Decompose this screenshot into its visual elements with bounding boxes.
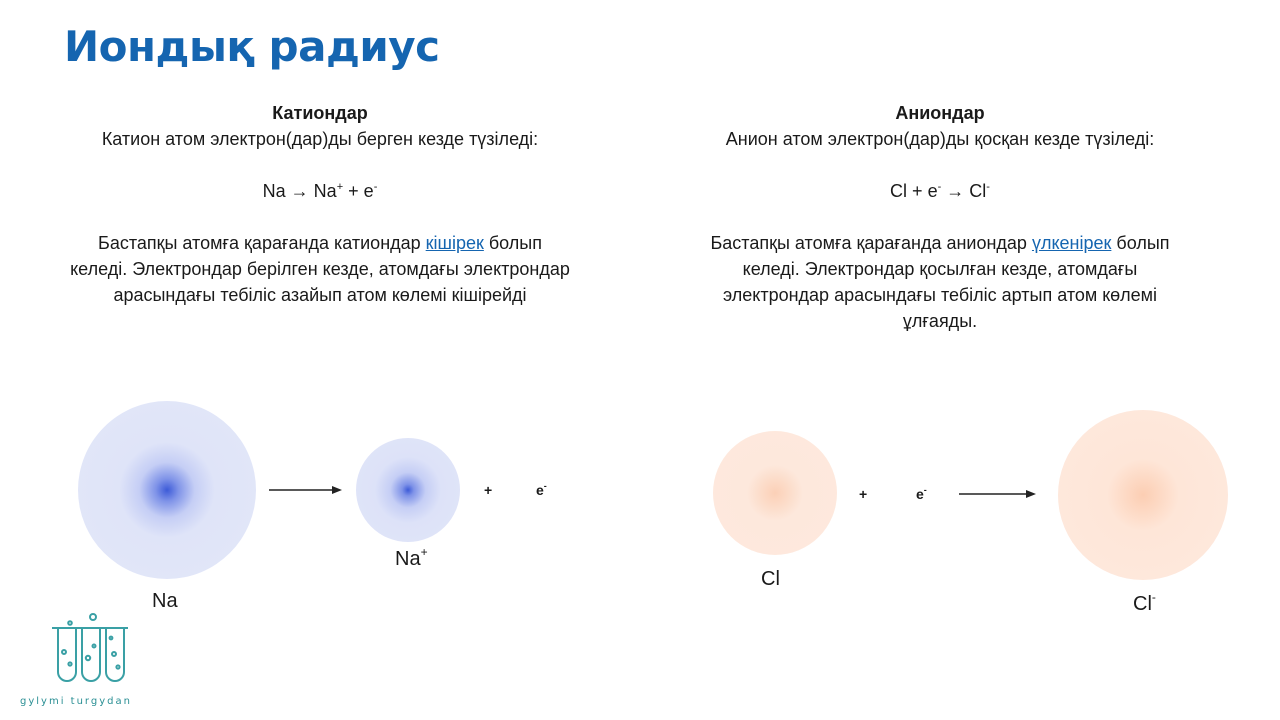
cation-eq-electron: e [363, 181, 374, 201]
cations-paragraph-start: Бастапқы атомға қарағанда катиондар [98, 233, 426, 253]
anion-diagram-plus: + [859, 486, 868, 502]
cl-ion-label [1133, 590, 1156, 616]
cation-eq-reactant: Na [262, 181, 286, 201]
cl-atom-label: Cl [761, 568, 780, 590]
anion-diagram-electron [916, 486, 927, 502]
cations-paragraph [70, 230, 570, 308]
anion-eq-arrow: → [946, 181, 965, 201]
cations-highlight: кішірек [425, 233, 484, 253]
cation-eq-product-charge: + [336, 181, 344, 193]
logo-text: gylymi turgydan [20, 696, 132, 707]
slide-title: Иондық радиус [64, 22, 440, 71]
anions-highlight: үлкенірек [1031, 233, 1112, 253]
anions-heading: Аниондар [895, 103, 985, 123]
cations-heading: Катиондар [272, 103, 368, 123]
cation-diagram-electron [536, 482, 547, 498]
anions-paragraph-end: болып келеді. Электрондар қосылған кезде, атомдағы электрондар арасындағы тебіліс артып атом көлемі ұлғаяды. [722, 233, 1170, 331]
anion-equation [690, 178, 1190, 204]
cation-eq-electron-charge: - [373, 181, 378, 193]
cation-diagram-electron-charge: - [543, 481, 547, 491]
cation-diagram-plus: + [484, 482, 493, 498]
cl-ion-sphere [1058, 410, 1228, 580]
cl-atom-sphere [713, 431, 837, 555]
cation-diagram-electron-symbol: e [536, 482, 544, 498]
anion-eq-plus: + [912, 181, 923, 201]
na-atom-sphere [78, 401, 256, 579]
anion-reaction-arrow [958, 486, 1038, 502]
na-atom-label: Na [152, 590, 178, 612]
anion-eq-product-charge: - [986, 181, 990, 193]
na-ion-symbol: Na [395, 548, 421, 570]
anions-column [690, 100, 1190, 334]
anion-eq-electron-charge: - [937, 181, 942, 193]
cation-reaction-arrow [268, 482, 344, 498]
na-ion-label [395, 545, 428, 571]
cations-subtitle: Катион атом электрон(дар)ды берген кезде түзіледі: [101, 129, 539, 149]
anions-subtitle: Анион атом электрон(дар)ды қосқан кезде түзіледі: [725, 129, 1155, 149]
cation-equation [70, 178, 570, 204]
anion-eq-reactant: Cl [890, 181, 908, 201]
anion-diagram-electron-symbol: e [916, 486, 924, 502]
anions-paragraph [690, 230, 1190, 334]
cation-eq-plus: + [348, 181, 359, 201]
anion-diagram-electron-charge: - [923, 485, 927, 495]
cations-paragraph-end: болып келеді. Электрондар берілген кезде, атомдағы электрондар арасындағы тебіліс азайып атом көлемі кішірейді [70, 233, 570, 305]
cl-ion-symbol: Cl [1133, 593, 1152, 615]
anions-paragraph-start: Бастапқы атомға қарағанда аниондар [710, 233, 1032, 253]
na-ion-charge: + [420, 545, 428, 559]
na-ion-sphere [356, 438, 460, 542]
anion-eq-product: Cl [969, 181, 987, 201]
cation-eq-product: Na [313, 181, 337, 201]
cations-column [70, 100, 570, 308]
cation-eq-arrow: → [290, 181, 309, 201]
anion-eq-electron: e [927, 181, 938, 201]
cl-ion-charge: - [1151, 590, 1156, 604]
